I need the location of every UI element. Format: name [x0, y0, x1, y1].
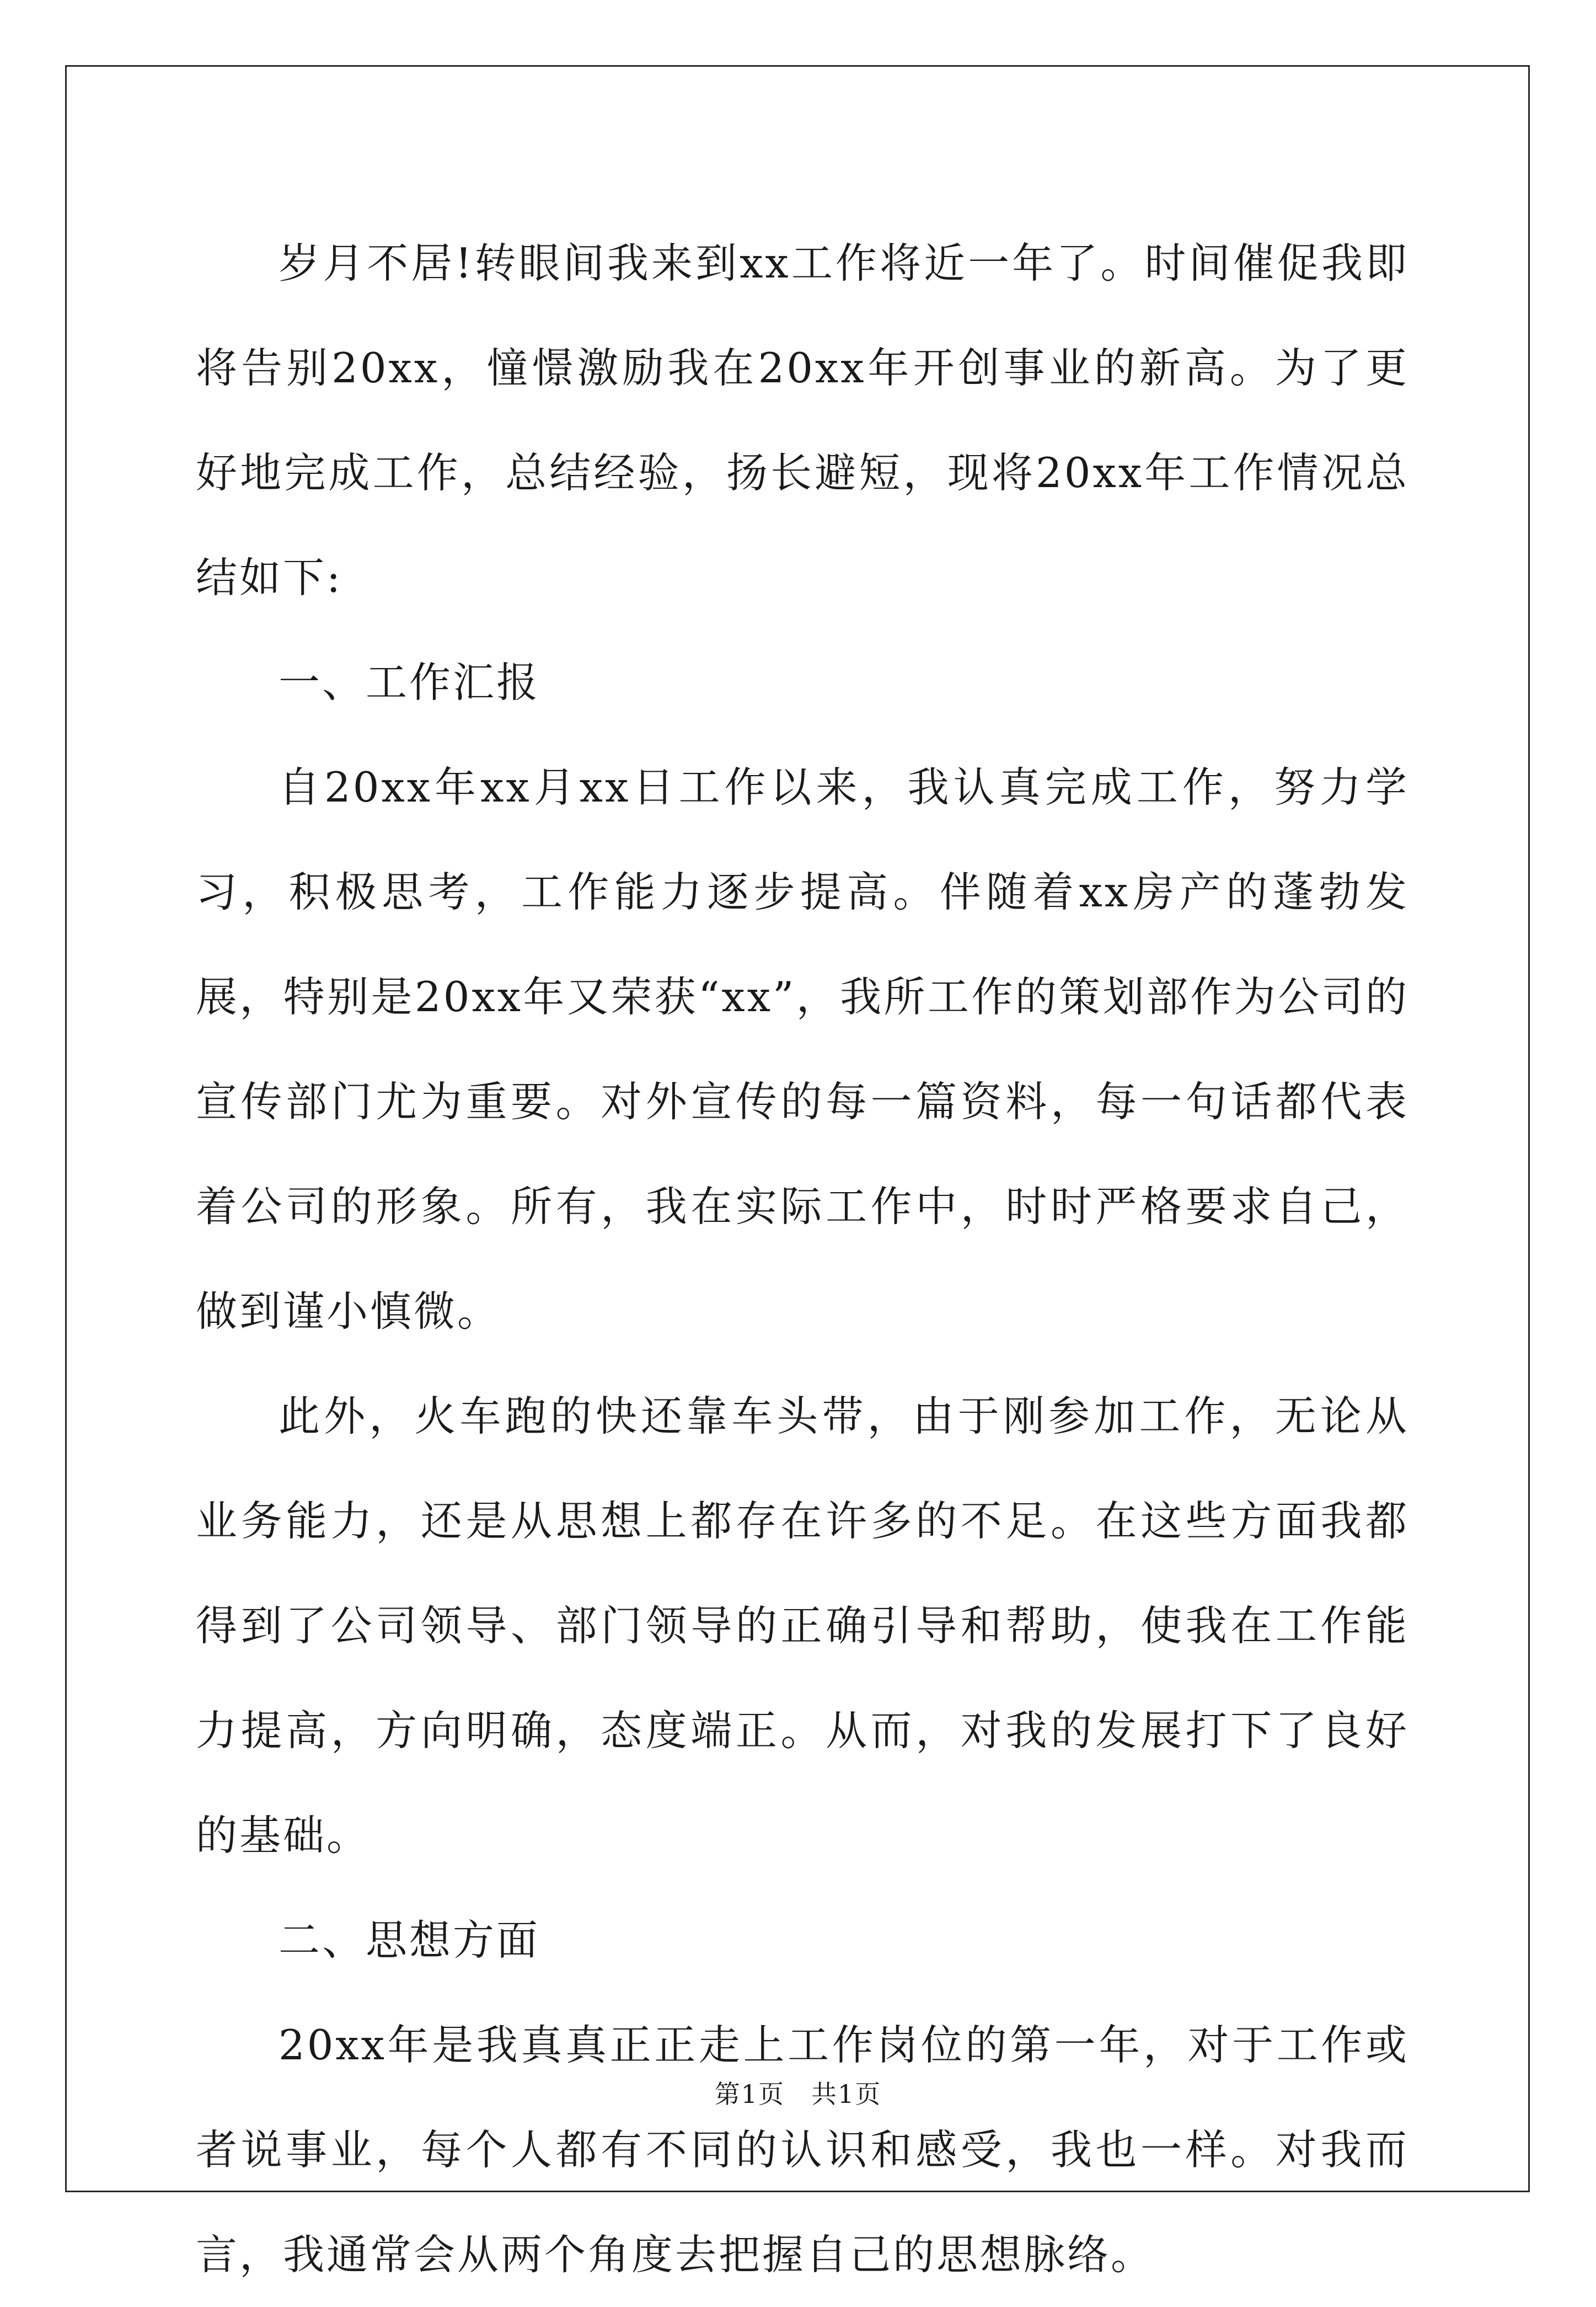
page-number-footer: 第1页 共1页 — [714, 2079, 882, 2109]
work-report-paragraph-2: 此外，火车跑的快还靠车头带，由于刚参加工作，无论从业务能力，还是从思想上都存在许多的不足。在这些方面我都得到了公司领导、部门领导的正确引导和帮助，使我在工作能力提高，方向明确，态度端正。从而，对我的发展打下了良好的基础。 — [196, 1392, 1409, 1860]
intro-paragraph: 岁月不居!转眼间我来到xx工作将近一年了。时间催促我即将告别20xx，憧憬激励我在20xx年开创事业的新高。为了更好地完成工作，总结经验，扬长避短，现将20xx年工作情况总结如下: — [196, 239, 1409, 602]
work-report-paragraph-1: 自20xx年xx月xx日工作以来，我认真完成工作，努力学习，积极思考，工作能力逐步提高。伴随着xx房产的蓬勃发展，特别是20xx年又荣获“xx”，我所工作的策划部作为公司的宣传部门尤为重要。对外宣传的每一篇资料，每一句话都代表着公司的形象。所有，我在实际工作中，时时严格要求自己，做到谨小慎微。 — [196, 763, 1409, 1336]
section-heading-thoughts: 二、思想方面 — [279, 1916, 540, 1964]
section-heading-work-report: 一、工作汇报 — [279, 658, 540, 707]
document-body — [196, 211, 1409, 2307]
thoughts-paragraph: 20xx年是我真真正正走上工作岗位的第一年，对于工作或者说事业，每个人都有不同的认识和感受，我也一样。对我而言，我通常会从两个角度去把握自己的思想脉络。 — [196, 2021, 1409, 2279]
